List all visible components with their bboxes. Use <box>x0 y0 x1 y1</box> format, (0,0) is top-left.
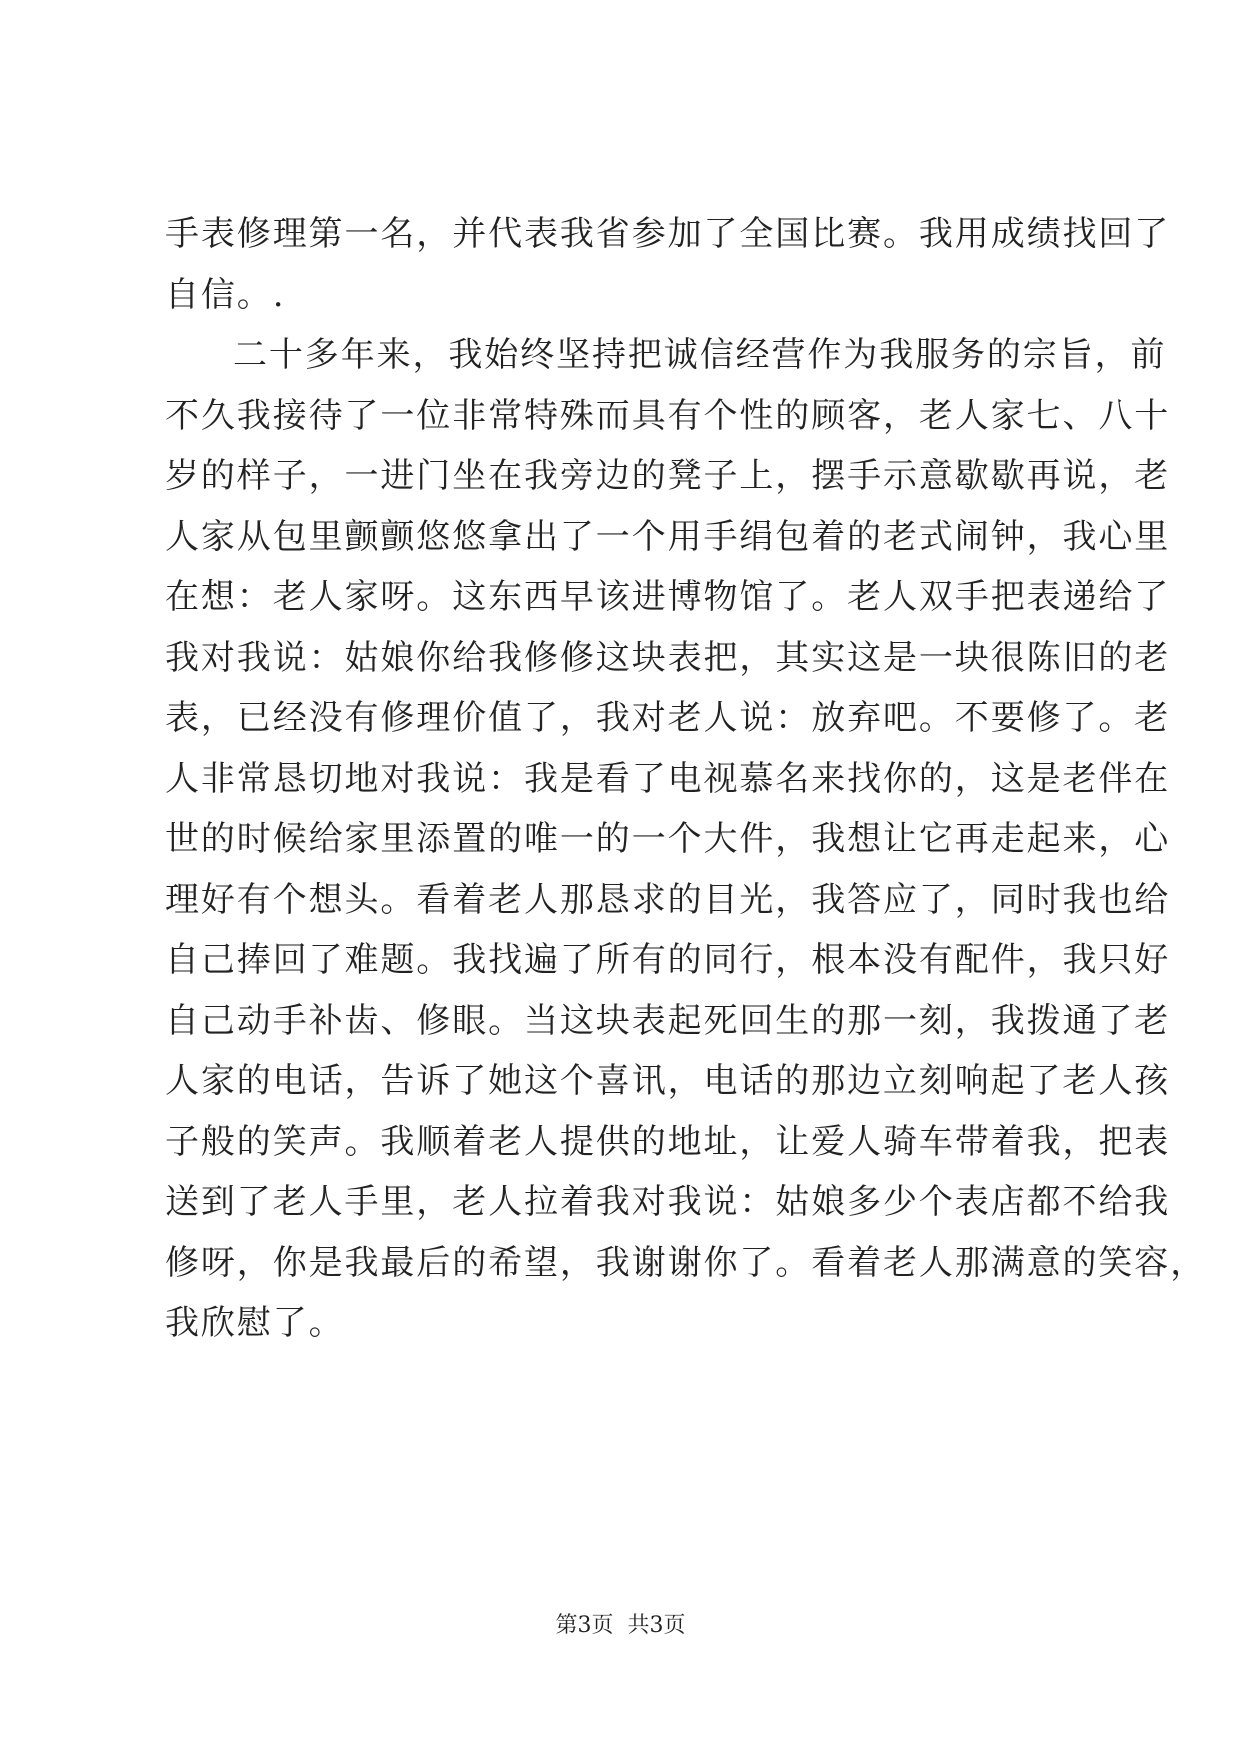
total-page-count: 共3页 <box>627 1613 686 1638</box>
text-line: 岁的样子，一进门坐在我旁边的凳子上，摆手示意歇歇再说，老 <box>165 456 1171 496</box>
current-page-number: 第3页 <box>555 1613 614 1638</box>
text-line: 表，已经没有修理价值了，我对老人说：放弃吧。不要修了。老 <box>165 698 1171 738</box>
text-line: 手表修理第一名，并代表我省参加了全国比赛。我用成绩找回了 <box>165 214 1171 254</box>
text-line: 子般的笑声。我顺着老人提供的地址，让爱人骑车带着我，把表 <box>165 1121 1171 1162</box>
text-line: 人家从包里颤颤悠悠拿出了一个用手绢包着的老式闹钟，我心里 <box>165 516 1171 557</box>
text-line: 我对我说：姑娘你给我修修这块表把，其实这是一块很陈旧的老 <box>165 637 1171 678</box>
text-line: 人非常恳切地对我说：我是看了电视慕名来找你的，这是老伴在 <box>165 758 1171 799</box>
text-line: 不久我接待了一位非常特殊而具有个性的顾客，老人家七、八十 <box>165 395 1171 436</box>
text-line: 自信。. <box>165 274 286 315</box>
text-line: 自己捧回了难题。我找遍了所有的同行，根本没有配件，我只好 <box>165 940 1171 980</box>
document-body <box>165 204 1207 1354</box>
text-line: 世的时候给家里添置的唯一的一个大件，我想让它再走起来，心 <box>165 819 1171 859</box>
text-line: 在想：老人家呀。这东西早该进博物馆了。老人双手把表递给了 <box>165 577 1171 617</box>
text-line: 人家的电话，告诉了她这个喜讯，电话的那边立刻响起了老人孩 <box>165 1061 1171 1101</box>
text-line: 理好有个想头。看着老人那恳求的目光，我答应了，同时我也给 <box>165 879 1171 920</box>
text-line: 修呀，你是我最后的希望，我谢谢你了。看着老人那满意的笑容， <box>165 1242 1207 1283</box>
text-line: 送到了老人手里，老人拉着我对我说：姑娘多少个表店都不给我 <box>165 1182 1171 1222</box>
page-footer <box>0 1611 1241 1641</box>
text-line: 我欣慰了。 <box>165 1303 345 1343</box>
text-line: 二十多年来，我始终坚持把诚信经营作为我服务的宗旨，前 <box>233 335 1167 375</box>
text-line: 自己动手补齿、修眼。当这块表起死回生的那一刻，我拨通了老 <box>165 1000 1171 1041</box>
